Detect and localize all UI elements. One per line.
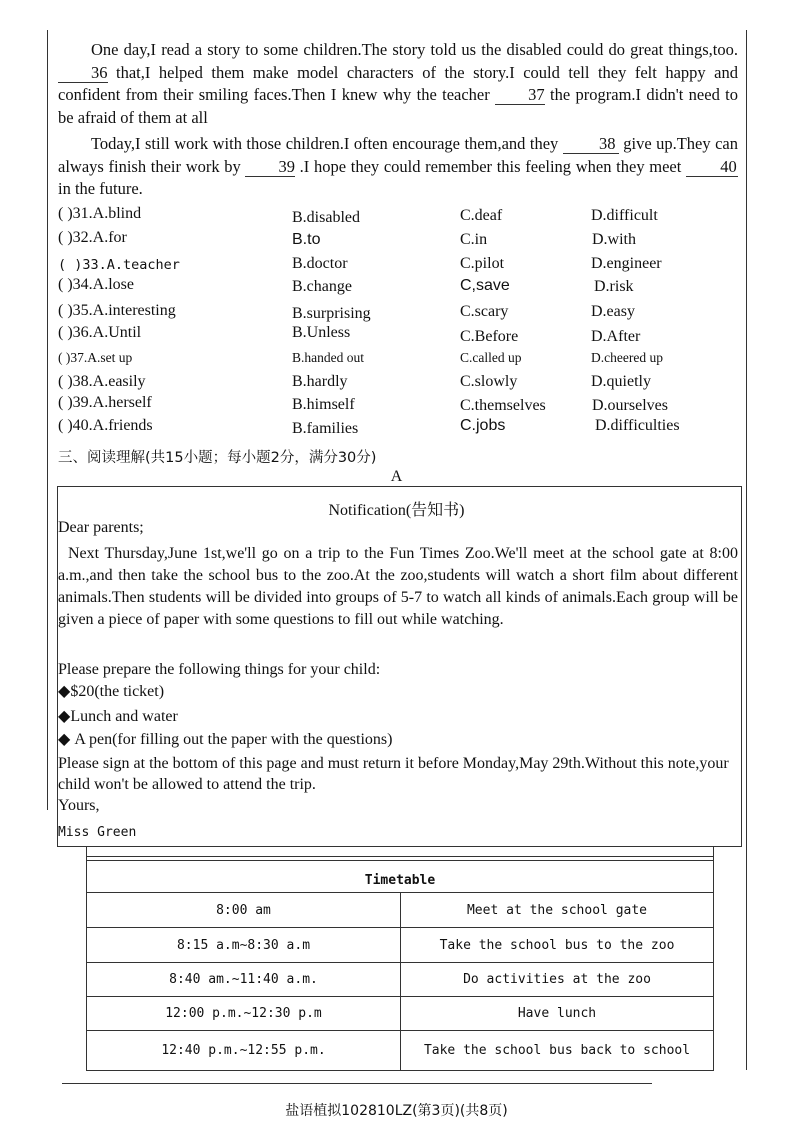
question-number[interactable]: ( )37.A.set up xyxy=(58,350,133,365)
divider xyxy=(86,846,87,860)
table-row xyxy=(87,1031,714,1071)
question-number[interactable]: ( )39.A.herself xyxy=(58,394,152,411)
notification-body: Next Thursday,June 1st,we'll go on a trip to the Fun Times Zoo.We'll meet at the school gate at 8:00 a.m.,and then take the school bus to the zoo.At the zoo,students will watch a short film about different animals.Then students will be divided into groups of 5-7 to watch all kinds of animals.Each group will be given a piece of paper with some questions to fill out while watching. xyxy=(58,545,738,628)
question-number[interactable]: ( )38.A.easily xyxy=(58,373,146,390)
option-d[interactable]: D.quietly xyxy=(591,373,651,390)
list-item: ◆ A pen(for filling out the paper with the questions) xyxy=(58,731,393,748)
activity-cell: Meet at the school gate xyxy=(401,893,714,928)
question-row xyxy=(58,276,748,299)
option-b[interactable]: B.disabled xyxy=(292,209,360,226)
option-c[interactable]: C.deaf xyxy=(460,207,503,224)
question-row xyxy=(58,205,748,228)
option-b[interactable]: B.Unless xyxy=(292,324,351,341)
table-row xyxy=(87,893,714,928)
table-row xyxy=(87,928,714,963)
question-row xyxy=(58,417,748,440)
time-cell: 8:40 am.~11:40 a.m. xyxy=(87,963,401,997)
option-d[interactable]: D.difficult xyxy=(591,207,658,224)
question-row xyxy=(58,229,748,252)
option-d[interactable]: D.engineer xyxy=(591,255,662,272)
question-row xyxy=(58,255,748,278)
list-item: ◆Lunch and water xyxy=(58,708,178,725)
question-row xyxy=(58,373,748,396)
option-b[interactable]: B.change xyxy=(292,278,352,295)
diamond-bullet-icon: ◆ xyxy=(58,731,71,748)
time-cell: 12:40 p.m.~12:55 p.m. xyxy=(87,1031,401,1071)
blank-36[interactable]: 36 xyxy=(58,64,108,83)
option-d[interactable]: D.difficulties xyxy=(595,417,680,434)
prepare-note: Please prepare the following things for your child: xyxy=(58,661,381,678)
activity-cell: Do activities at the zoo xyxy=(401,963,714,997)
blank-38[interactable]: 38 xyxy=(563,135,619,154)
passage-letter: A xyxy=(390,468,403,485)
divider xyxy=(57,846,741,847)
question-number[interactable]: ( )32.A.for xyxy=(58,229,127,246)
diamond-bullet-icon: ◆ xyxy=(58,683,71,700)
time-cell: 12:00 p.m.~12:30 p.m xyxy=(87,997,401,1031)
option-b[interactable]: B.doctor xyxy=(292,255,348,272)
option-d[interactable]: D.ourselves xyxy=(592,397,668,414)
divider xyxy=(86,856,714,857)
option-b[interactable]: B.families xyxy=(292,420,359,437)
footer-rule xyxy=(62,1083,652,1084)
divider xyxy=(713,846,714,860)
sign-note: Please sign at the bottom of this page and must return it before Monday,May 29th.Without this note,your child won't be allowed to attend the trip. xyxy=(58,755,729,793)
question-number[interactable]: ( )34.A.lose xyxy=(58,276,134,293)
section-title: 三、阅读理解(共15小题；每小题2分，满分30分) xyxy=(58,450,377,466)
question-row xyxy=(58,324,748,347)
list-item: ◆$20(the ticket) xyxy=(58,683,165,700)
option-d[interactable]: D.easy xyxy=(591,303,635,320)
option-c[interactable]: C.scary xyxy=(460,303,509,320)
option-b[interactable]: B.hardly xyxy=(292,373,348,390)
left-margin-line xyxy=(47,30,48,810)
option-c[interactable]: C.called up xyxy=(460,350,522,365)
option-c[interactable]: C.pilot xyxy=(460,255,505,272)
right-margin-line xyxy=(746,30,747,1070)
option-c[interactable]: C.themselves xyxy=(460,397,546,414)
option-d[interactable]: D.with xyxy=(592,231,636,248)
question-row xyxy=(58,394,748,417)
activity-cell: Take the school bus to the zoo xyxy=(401,928,714,963)
question-number[interactable]: ( )36.A.Until xyxy=(58,324,142,341)
question-number[interactable]: ( )31.A.blind xyxy=(58,205,142,222)
salutation: Dear parents; xyxy=(58,519,144,536)
page-footer: 盐语植拟102810LZ(第3页)(共8页) xyxy=(285,1103,508,1119)
question-row xyxy=(58,350,748,373)
option-b[interactable]: B.to xyxy=(292,231,321,248)
time-cell: 8:15 a.m~8:30 a.m xyxy=(87,928,401,963)
option-c[interactable]: C.in xyxy=(460,231,488,248)
option-b[interactable]: B.surprising xyxy=(292,305,371,322)
option-b[interactable]: B.handed out xyxy=(292,350,364,365)
option-b[interactable]: B.himself xyxy=(292,396,355,413)
option-c[interactable]: C,save xyxy=(460,277,510,294)
blank-39[interactable]: 39 xyxy=(245,158,295,177)
option-d[interactable]: D.cheered up xyxy=(591,350,663,365)
question-number[interactable]: ( )33.A.teacher xyxy=(58,257,180,273)
notification-title: Notification(告知书) xyxy=(328,502,465,519)
table-row xyxy=(87,997,714,1031)
option-c[interactable]: C.slowly xyxy=(460,373,518,390)
timetable xyxy=(86,860,714,1071)
timetable-title: Timetable xyxy=(87,861,714,893)
table-row xyxy=(87,963,714,997)
blank-37[interactable]: 37 xyxy=(495,86,545,105)
activity-cell: Take the school bus back to school xyxy=(401,1031,714,1071)
diamond-bullet-icon: ◆ xyxy=(58,708,71,725)
option-d[interactable]: D.After xyxy=(591,328,641,345)
option-d[interactable]: D.risk xyxy=(594,278,634,295)
time-cell: 8:00 am xyxy=(87,893,401,928)
signature: Miss Green xyxy=(58,825,137,840)
passage-paragraph-2: Today,I still work with those children.I often encourage them,and they 38 give up.They can always finish their work by 39 .I hope they could remember this feeling when they meet 40 in the future. xyxy=(58,134,738,198)
question-row xyxy=(58,302,748,325)
closing: Yours, xyxy=(58,797,100,814)
blank-40[interactable]: 40 xyxy=(686,158,738,177)
question-number[interactable]: ( )40.A.friends xyxy=(58,417,153,434)
passage-paragraph-1: One day,I read a story to some children.The story told us the disabled could do great things,too. 36 that,I helped them make model characters of the story.I could tell they felt happy and confident from their smiling faces.Then I knew why the teacher 37 the program.I didn't need to be afraid of them at all xyxy=(58,40,739,127)
option-c[interactable]: C.Before xyxy=(460,328,519,345)
activity-cell: Have lunch xyxy=(401,997,714,1031)
option-c[interactable]: C.jobs xyxy=(460,417,506,434)
question-number[interactable]: ( )35.A.interesting xyxy=(58,302,176,319)
